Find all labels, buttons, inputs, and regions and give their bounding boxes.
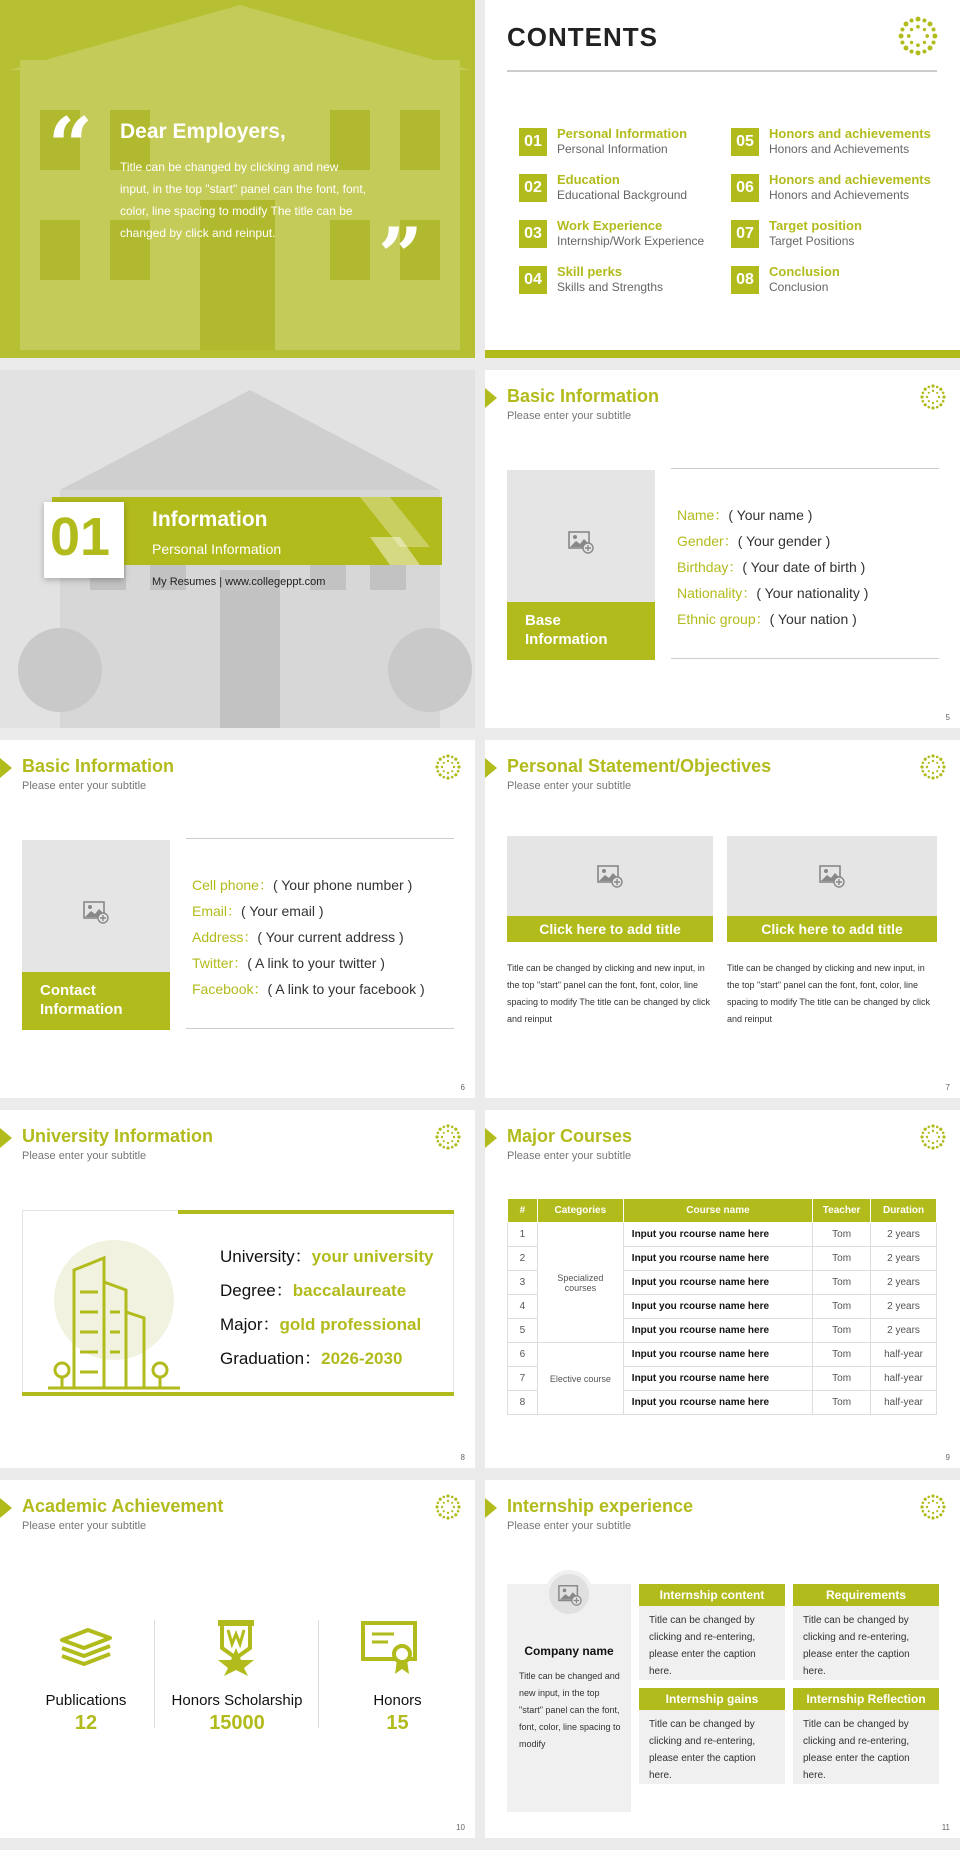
close-quote-icon: ” bbox=[378, 211, 423, 302]
item-title: Target position bbox=[769, 218, 862, 233]
info-row: Nationality：( Your nationality ) bbox=[677, 585, 869, 601]
table-row: 4 Input you rcourse name here Tom 2 years bbox=[508, 1295, 937, 1319]
box-title: Internship Reflection bbox=[793, 1688, 939, 1710]
card-title[interactable]: Click here to add title bbox=[727, 916, 937, 942]
box-body: Title can be changed by clicking and re-entering, please enter the caption here. bbox=[793, 1606, 939, 1680]
info-row: Name：( Your name ) bbox=[677, 507, 813, 523]
card-body: Title can be changed by clicking and new input, in the top "start" panel can the font, font, color, line spacing to modify The title can be changed by click and reinput bbox=[507, 963, 710, 1024]
table-row: 7 Input you rcourse name here Tom half-year bbox=[508, 1367, 937, 1391]
item-subtitle: Honors and Achievements bbox=[769, 188, 910, 202]
books-icon bbox=[58, 1622, 114, 1672]
top-accent-bar bbox=[178, 1210, 454, 1214]
box-body: Title can be changed by clicking and re-entering, please enter the caption here. bbox=[793, 1710, 939, 1784]
contents-item[interactable] bbox=[731, 172, 941, 206]
box-title: Internship content bbox=[639, 1584, 785, 1606]
achievement-label: Honors Scholarship bbox=[171, 1692, 303, 1709]
page-number: 11 bbox=[941, 1823, 950, 1832]
box-label: Contact Information bbox=[22, 972, 170, 1030]
info-row: Major：gold professional bbox=[220, 1315, 422, 1334]
slide-contents[interactable] bbox=[485, 0, 960, 358]
box-title: Internship gains bbox=[639, 1688, 785, 1710]
bottom-accent-bar bbox=[22, 1392, 454, 1396]
info-row: Twitter：( A link to your twitter ) bbox=[192, 955, 385, 971]
slide-title: Personal Statement/Objectives bbox=[507, 756, 772, 776]
achievement-label: Honors bbox=[373, 1692, 422, 1709]
contents-item[interactable] bbox=[519, 264, 729, 298]
slide-subtitle: Please enter your subtitle bbox=[507, 780, 632, 792]
header-cell: # bbox=[508, 1199, 538, 1223]
item-subtitle: Internship/Work Experience bbox=[557, 234, 705, 248]
slide-title: University Information bbox=[22, 1126, 214, 1146]
slide-title: Basic Information bbox=[22, 756, 175, 776]
card-body: Title can be changed by clicking and new input, in the top "start" panel can the font, font, color, line spacing to modify The title can be changed by click and reinput bbox=[727, 963, 930, 1024]
table-row: 6 Elective course Input you rcourse name here Tom half-year bbox=[508, 1343, 937, 1367]
title-arrow-icon bbox=[485, 388, 497, 408]
dotted-circle-logo-icon bbox=[898, 16, 938, 56]
image-placeholder-icon bbox=[567, 529, 595, 555]
slide-subtitle: Please enter your subtitle bbox=[22, 780, 147, 792]
company-description: Title can be changed and new input, in the top "start" panel can the font, font, color, line spacing to modify bbox=[519, 1671, 621, 1749]
image-placeholder-icon bbox=[558, 1583, 582, 1607]
title-arrow-icon bbox=[0, 1128, 12, 1148]
item-number: 08 bbox=[731, 266, 759, 294]
company-name: Company name bbox=[524, 1644, 614, 1658]
contents-title: CONTENTS bbox=[507, 22, 658, 52]
slide-university-information[interactable] bbox=[0, 1110, 475, 1468]
slide-basic-information[interactable] bbox=[485, 370, 960, 728]
item-subtitle: Skills and Strengths bbox=[557, 280, 664, 294]
divider bbox=[671, 468, 939, 469]
achievement-label: Publications bbox=[45, 1692, 127, 1709]
header-cell: Categories bbox=[537, 1199, 623, 1223]
title-arrow-icon bbox=[485, 1128, 497, 1148]
page-number: 9 bbox=[945, 1453, 950, 1462]
section-title: Information bbox=[152, 508, 268, 531]
page-number: 10 bbox=[456, 1823, 465, 1832]
dotted-circle-logo-icon bbox=[920, 754, 946, 780]
item-title: Honors and achievements bbox=[769, 172, 931, 187]
box-body: Title can be changed by clicking and re-entering, please enter the caption here. bbox=[639, 1606, 785, 1680]
page-number: 5 bbox=[945, 713, 950, 722]
image-placeholder-icon bbox=[818, 863, 846, 889]
title-arrow-icon bbox=[485, 1498, 497, 1518]
page-number: 7 bbox=[945, 1083, 950, 1092]
slide-subtitle: Please enter your subtitle bbox=[22, 1520, 147, 1532]
table-row: 2 Input you rcourse name here Tom 2 years bbox=[508, 1247, 937, 1271]
header-cell: Duration bbox=[871, 1199, 937, 1223]
item-title: Skill perks bbox=[557, 264, 623, 279]
item-subtitle: Personal Information bbox=[557, 142, 668, 156]
divider bbox=[671, 658, 939, 659]
slide-title: Academic Achievement bbox=[22, 1496, 224, 1516]
info-row: Graduation：2026-2030 bbox=[220, 1349, 403, 1368]
slide-subtitle: Please enter your subtitle bbox=[507, 410, 632, 422]
slide-contact-information[interactable] bbox=[0, 740, 475, 1098]
slide-subtitle: Please enter your subtitle bbox=[22, 1150, 147, 1162]
image-placeholder-icon bbox=[82, 899, 110, 925]
box-label: Base Information bbox=[507, 602, 655, 660]
category-cell: Elective course bbox=[537, 1343, 623, 1415]
achievement-value: 15000 bbox=[209, 1712, 265, 1734]
bottom-accent-bar bbox=[485, 350, 960, 358]
slide-section-information[interactable] bbox=[0, 370, 475, 728]
info-row: Email：( Your email ) bbox=[192, 903, 324, 919]
slide-body: Title can be changed by clicking and new input, in the top "start" panel can the font, font, color, line spacing to modify The title can be changed by click and reinput. bbox=[120, 160, 367, 240]
contents-item[interactable] bbox=[519, 172, 729, 206]
item-subtitle: Target Positions bbox=[769, 234, 855, 248]
title-arrow-icon bbox=[485, 758, 497, 778]
info-row: Cell phone：( Your phone number ) bbox=[192, 877, 413, 893]
table-row: 5 Input you rcourse name here Tom 2 years bbox=[508, 1319, 937, 1343]
item-number: 02 bbox=[519, 174, 547, 202]
image-placeholder-icon bbox=[596, 863, 624, 889]
slide-subtitle: Please enter your subtitle bbox=[507, 1520, 632, 1532]
divider bbox=[186, 1028, 454, 1029]
item-title: Education bbox=[557, 172, 620, 187]
contents-item[interactable] bbox=[731, 264, 941, 298]
divider bbox=[186, 838, 454, 839]
open-quote-icon: “ bbox=[48, 101, 93, 192]
slide-major-courses[interactable] bbox=[485, 1110, 960, 1468]
contents-item[interactable] bbox=[731, 126, 941, 160]
category-cell: Specialized courses bbox=[537, 1223, 623, 1343]
divider bbox=[318, 1620, 319, 1728]
item-title: Personal Information bbox=[557, 126, 688, 141]
info-row: Address：( Your current address ) bbox=[192, 929, 404, 945]
header-cell: Teacher bbox=[813, 1199, 871, 1223]
item-number: 06 bbox=[731, 174, 759, 202]
dotted-circle-logo-icon bbox=[920, 1494, 946, 1520]
achievement-value: 12 bbox=[74, 1712, 98, 1734]
item-number: 03 bbox=[519, 220, 547, 248]
table-row: 8 Input you rcourse name here Tom half-year bbox=[508, 1391, 937, 1415]
dotted-circle-logo-icon bbox=[435, 1124, 461, 1150]
photo-placeholder[interactable] bbox=[507, 836, 713, 916]
section-number: 01 bbox=[50, 507, 111, 567]
slide-heading: Dear Employers, bbox=[120, 120, 286, 143]
slide-subtitle: Please enter your subtitle bbox=[507, 1150, 632, 1162]
item-title: Honors and achievements bbox=[769, 126, 931, 141]
photo-placeholder[interactable] bbox=[727, 836, 937, 916]
page-number: 8 bbox=[460, 1453, 465, 1462]
footer-link[interactable]: My Resumes | www.collegeppt.com bbox=[152, 576, 326, 588]
item-number: 04 bbox=[519, 266, 547, 294]
table-header-row bbox=[508, 1199, 937, 1223]
table-row: 3 Input you rcourse name here Tom 2 years bbox=[508, 1271, 937, 1295]
section-subtitle: Personal Information bbox=[152, 541, 282, 557]
divider bbox=[507, 70, 937, 72]
info-row: Degree：baccalaureate bbox=[220, 1281, 407, 1300]
slide-title: Major Courses bbox=[507, 1126, 633, 1146]
info-row: Ethnic group：( Your nation ) bbox=[677, 611, 857, 627]
dotted-circle-logo-icon bbox=[435, 754, 461, 780]
dotted-circle-logo-icon bbox=[920, 1124, 946, 1150]
item-number: 01 bbox=[519, 128, 547, 156]
certificate-icon bbox=[360, 1620, 418, 1676]
page-number: 6 bbox=[460, 1083, 465, 1092]
contents-item[interactable] bbox=[519, 218, 729, 252]
item-subtitle: Educational Background bbox=[557, 188, 688, 202]
box-body: Title can be changed by clicking and re-entering, please enter the caption here. bbox=[639, 1710, 785, 1784]
dotted-circle-logo-icon bbox=[920, 384, 946, 410]
info-row: Gender：( Your gender ) bbox=[677, 533, 831, 549]
item-title: Conclusion bbox=[769, 264, 840, 279]
header-cell: Course name bbox=[623, 1199, 812, 1223]
item-number: 07 bbox=[731, 220, 759, 248]
info-row: Facebook：( A link to your facebook ) bbox=[192, 981, 425, 997]
achievement-value: 15 bbox=[386, 1712, 409, 1734]
card-title[interactable]: Click here to add title bbox=[507, 916, 713, 942]
title-arrow-icon bbox=[0, 758, 12, 778]
info-row: Birthday：( Your date of birth ) bbox=[677, 559, 866, 575]
courses-table bbox=[507, 1198, 937, 1415]
stripes-decoration-icon bbox=[360, 497, 442, 565]
info-row: University：your university bbox=[220, 1247, 434, 1266]
company-logo-placeholder[interactable] bbox=[545, 1570, 593, 1618]
box-title: Requirements bbox=[793, 1584, 939, 1606]
slide-title: Internship experience bbox=[507, 1496, 694, 1516]
contents-item[interactable] bbox=[519, 126, 729, 160]
slide-internship-experience[interactable] bbox=[485, 1480, 960, 1838]
slide-academic-achievement[interactable] bbox=[0, 1480, 475, 1838]
medal-icon bbox=[214, 1618, 258, 1676]
table-row: 1 Specialized courses Input you rcourse name here Tom 2 years bbox=[508, 1223, 937, 1247]
item-number: 05 bbox=[731, 128, 759, 156]
building-icon bbox=[34, 1222, 194, 1392]
contents-item[interactable] bbox=[731, 218, 941, 252]
slide-dear-employers[interactable] bbox=[0, 0, 475, 358]
item-title: Work Experience bbox=[557, 218, 663, 233]
slide-personal-statement[interactable] bbox=[485, 740, 960, 1098]
dotted-circle-logo-icon bbox=[435, 1494, 461, 1520]
slide-title: Basic Information bbox=[507, 386, 660, 406]
item-subtitle: Conclusion bbox=[769, 280, 829, 294]
title-arrow-icon bbox=[0, 1498, 12, 1518]
item-subtitle: Honors and Achievements bbox=[769, 142, 910, 156]
